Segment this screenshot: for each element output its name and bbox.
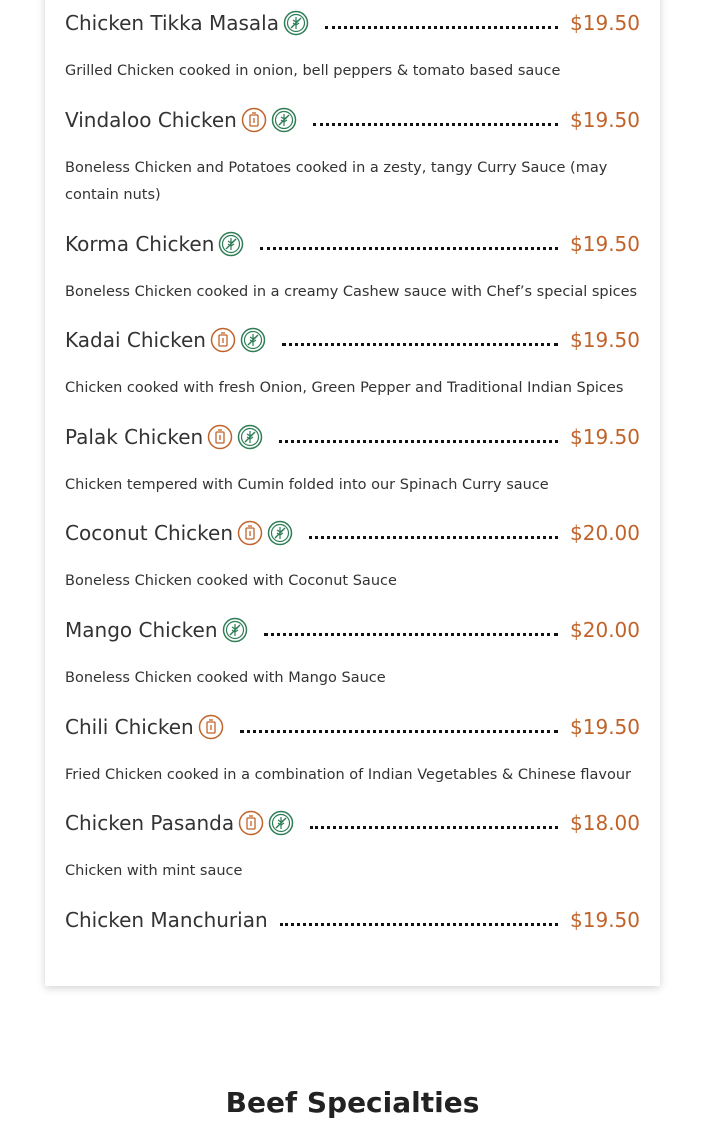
- dot-leader: [280, 923, 558, 926]
- section-heading-beef: Beef Specialties: [225, 1086, 480, 1119]
- dot-leader: [325, 26, 558, 29]
- menu-item: [65, 8, 640, 85]
- dietary-icons: [207, 424, 267, 450]
- gluten-free-icon: [283, 10, 309, 36]
- menu-item-name: Chicken Pasanda: [65, 811, 235, 835]
- menu-item-row: [65, 325, 640, 355]
- menu-item-description: Boneless Chicken cooked in a creamy Cashew sauce with Chef’s special spices: [65, 284, 638, 300]
- menu-item-name: Chili Chicken: [65, 715, 194, 739]
- menu-item-name: Palak Chicken: [65, 425, 204, 449]
- dot-leader: [264, 633, 558, 636]
- menu-item-name: Mango Chicken: [65, 618, 218, 642]
- menu-item-description: Fried Chicken cooked in a combination of Indian Vegetables & Chinese flavour: [65, 767, 632, 783]
- menu-item-description: Chicken with mint sauce: [65, 863, 243, 879]
- gluten-free-icon: [222, 617, 248, 643]
- nut-free-icon: [207, 424, 233, 450]
- menu-item: [65, 712, 640, 789]
- gluten-free-icon: [218, 231, 244, 257]
- menu-item-row: [65, 808, 640, 838]
- menu-item-row: [65, 422, 640, 452]
- menu-item-price: $20.00: [570, 521, 640, 545]
- menu-item-name: Kadai Chicken: [65, 328, 206, 352]
- dietary-icons: [222, 617, 252, 643]
- dietary-icons: [218, 231, 248, 257]
- menu-item-row: [65, 518, 640, 548]
- dot-leader: [240, 730, 558, 733]
- menu-item-row: [65, 229, 640, 259]
- menu-item-name: Chicken Tikka Masala: [65, 11, 279, 35]
- menu-item-price: $19.50: [570, 108, 640, 132]
- dot-leader: [282, 343, 558, 346]
- menu-item-description: Boneless Chicken cooked with Mango Sauce: [65, 670, 386, 686]
- gluten-free-icon: [268, 810, 294, 836]
- nut-free-icon: [237, 520, 263, 546]
- menu-item-description: Boneless Chicken and Potatoes cooked in a zesty, tangy Curry Sauce (may contain nuts): [65, 160, 608, 203]
- menu-item-row: [65, 712, 640, 742]
- menu-item-description: Chicken cooked with fresh Onion, Green Pepper and Traditional Indian Spices: [65, 380, 624, 396]
- menu-item: [65, 325, 640, 402]
- gluten-free-icon: [271, 107, 297, 133]
- gluten-free-icon: [237, 424, 263, 450]
- menu-item-description: Grilled Chicken cooked in onion, bell peppers & tomato based sauce: [65, 63, 561, 79]
- gluten-free-icon: [240, 327, 266, 353]
- menu-item-description: Chicken tempered with Cumin folded into our Spinach Curry sauce: [65, 477, 549, 493]
- dot-leader: [279, 440, 558, 443]
- menu-item: [65, 905, 640, 935]
- menu-item-row: [65, 105, 640, 135]
- dietary-icons: [198, 714, 228, 740]
- menu-item: [65, 808, 640, 885]
- menu-item-description: Boneless Chicken cooked with Coconut Sauce: [65, 573, 397, 589]
- menu-item-price: $18.00: [570, 811, 640, 835]
- menu-item-price: $19.50: [570, 328, 640, 352]
- menu-item: [65, 518, 640, 595]
- menu-item-row: [65, 905, 640, 935]
- dietary-icons: [238, 810, 298, 836]
- menu-item-name: Coconut Chicken: [65, 521, 234, 545]
- dot-leader: [313, 123, 558, 126]
- menu-item-name: Korma Chicken: [65, 232, 215, 256]
- menu-item-price: $19.50: [570, 425, 640, 449]
- menu-item-row: [65, 8, 640, 38]
- dietary-icons: [241, 107, 301, 133]
- menu-item: [65, 105, 640, 209]
- nut-free-icon: [210, 327, 236, 353]
- menu-item: [65, 615, 640, 692]
- nut-free-icon: [241, 107, 267, 133]
- dot-leader: [309, 536, 558, 539]
- menu-item-name: Vindaloo Chicken: [65, 108, 237, 132]
- menu-item-price: $19.50: [570, 11, 640, 35]
- dot-leader: [310, 826, 558, 829]
- menu-item-name: Chicken Manchurian: [65, 908, 268, 932]
- menu-item-price: $20.00: [570, 618, 640, 642]
- dot-leader: [260, 247, 558, 250]
- nut-free-icon: [198, 714, 224, 740]
- menu-item: [65, 229, 640, 306]
- nut-free-icon: [238, 810, 264, 836]
- dietary-icons: [283, 10, 313, 36]
- menu-item-row: [65, 615, 640, 645]
- menu-item: [65, 422, 640, 499]
- menu-item-price: $19.50: [570, 715, 640, 739]
- dietary-icons: [237, 520, 297, 546]
- dietary-icons: [210, 327, 270, 353]
- gluten-free-icon: [267, 520, 293, 546]
- menu-item-price: $19.50: [570, 232, 640, 256]
- menu-card: [45, 0, 660, 986]
- menu-item-price: $19.50: [570, 908, 640, 932]
